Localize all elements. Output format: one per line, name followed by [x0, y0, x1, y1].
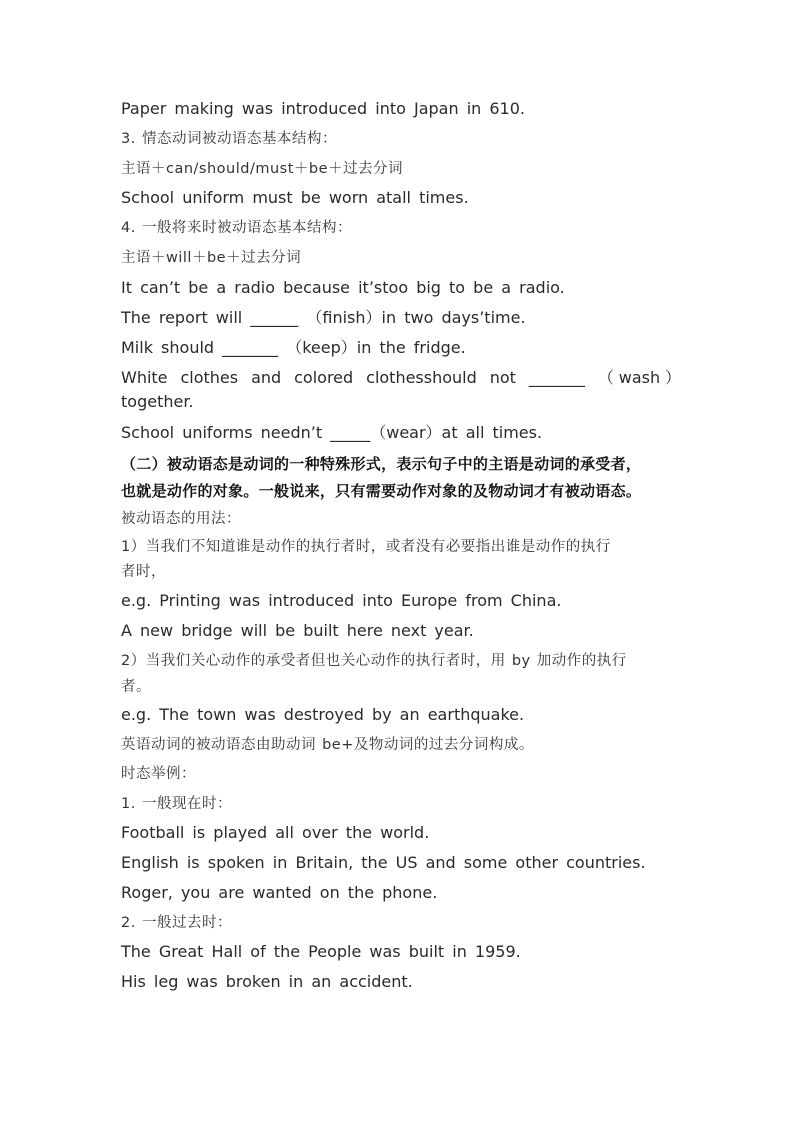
example-sentence: His leg was broken in an accident.: [121, 972, 413, 991]
example-sentence: The Great Hall of the People was built in 1959.: [121, 942, 521, 961]
example-sentence: e.g. Printing was introduced into Europe from China.: [121, 591, 562, 610]
usage-point-continuation: 者。: [121, 679, 151, 695]
example-sentence: It can’t be a radio because it’stoo big to be a radio.: [121, 278, 565, 297]
exercise-item: White clothes and colored clothesshould not _______ （wash）: [121, 368, 681, 387]
example-sentence: School uniform must be worn atall times.: [121, 188, 469, 207]
example-sentence: English is spoken in Britain, the US and some other countries.: [121, 853, 646, 872]
text-line: Paper making was introduced into Japan in 610.: [121, 99, 525, 118]
exercise-item: Milk should _______ （keep）in the fridge.: [121, 338, 466, 357]
exercise-item: School uniforms needn’t _____（wear）at all times.: [121, 423, 543, 442]
tense-examples-heading: 时态举例：: [121, 766, 196, 782]
example-sentence: Roger, you are wanted on the phone.: [121, 883, 438, 902]
usage-heading: 被动语态的用法：: [121, 511, 241, 527]
bold-paragraph-line: 也就是动作的对象。一般说来，只有需要动作对象的及物动词才有被动语态。: [121, 482, 642, 500]
example-sentence: e.g. The town was destroyed by an earthquake.: [121, 705, 525, 724]
section-heading: 3. 情态动词被动语态基本结构：: [121, 131, 337, 147]
exercise-item: The report will ______ （finish）in two days’time.: [121, 308, 526, 327]
example-sentence: Football is played all over the world.: [121, 823, 430, 842]
example-sentence: A new bridge will be built here next year.: [121, 621, 474, 640]
structure-formula: 主语＋can/should/must＋be＋过去分词: [121, 161, 404, 177]
usage-point-continuation: 者时，: [121, 564, 166, 580]
tense-heading: 1. 一般现在时：: [121, 796, 232, 812]
structure-formula: 主语＋will＋be＋过去分词: [121, 250, 302, 266]
tense-heading: 2. 一般过去时：: [121, 915, 232, 931]
usage-point: 1）当我们不知道谁是动作的执行者时，或者没有必要指出谁是动作的执行: [121, 539, 611, 555]
exercise-item-continuation: together.: [121, 392, 194, 411]
rule-text: 英语动词的被动语态由助动词 be+及物动词的过去分词构成。: [121, 737, 534, 753]
section-heading: 4. 一般将来时被动语态基本结构：: [121, 220, 352, 236]
usage-point: 2）当我们关心动作的承受者但也关心动作的执行者时，用 by 加动作的执行: [121, 653, 627, 669]
bold-paragraph-line: （二）被动语态是动词的一种特殊形式，表示句子中的主语是动词的承受者，: [121, 455, 642, 473]
